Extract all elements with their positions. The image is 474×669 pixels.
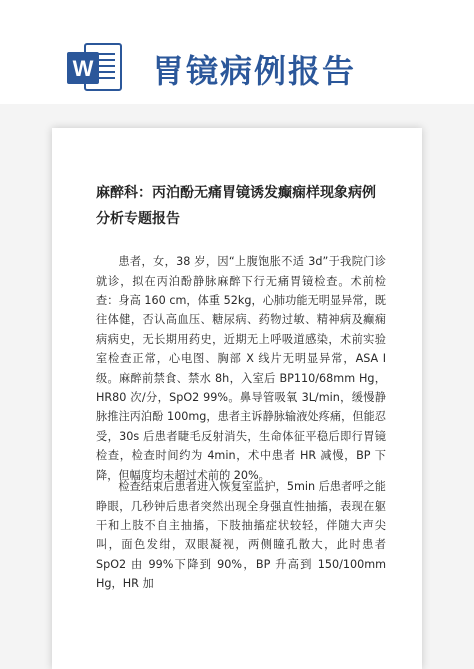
banner-title: 胃镜病例报告 — [152, 52, 357, 90]
paragraph-2: 检查结束后患者进入恢复室监护，5min 后患者呼之能睁眼，几秒钟后患者突然出现全身强直性抽搐，表现在躯干和上肢不自主抽搐，下肢抽搐症状较轻，伴随大声尖叫，面色发绀，双眼凝视，两侧瞳孔散大，此时患者 SpO2 由 99%下降到 90%，BP 升高到 150/100mm Hg，HR 加 — [96, 480, 386, 591]
paragraph-1: 患者，女，38 岁，因“上腹饱胀不适 3d”于我院门诊就诊，拟在丙泊酚静脉麻醉下行无痛胃镜检查。术前检查：身高 160 cm，体重 52kg，心肺功能无明显异常，既往体健，否认高血压、糖尿病、药物过敏、精神病及癫痫病病史，无长期用药史，近期无上呼吸道感染，术前实验室检查正常，心电图、胸部 X 线片无明显异常，ASA Ⅰ级。麻醉前禁食、禁水 8h，入室后 BP110/68mm Hg，HR80 次/分，SpO2 99%。鼻导管吸氧 3L/min，缓慢静脉推注丙泊酚 100mg，患者主诉静脉输液处疼痛，但能忍受，30s 后患者睫毛反射消失，生命体征平稳后即行胃镜检查，检查时间约为 4min，术中患者 HR 减慢，BP 下降，但幅度均未超过术前的 20%。 — [96, 255, 386, 482]
word-logo-letter: W — [72, 56, 94, 81]
document-page — [52, 128, 422, 669]
document-title: 麻醉科：丙泊酚无痛胃镜诱发癫痫样现象病例分析专题报告 — [96, 185, 376, 227]
banner — [0, 0, 474, 104]
word-document-icon — [65, 38, 125, 98]
